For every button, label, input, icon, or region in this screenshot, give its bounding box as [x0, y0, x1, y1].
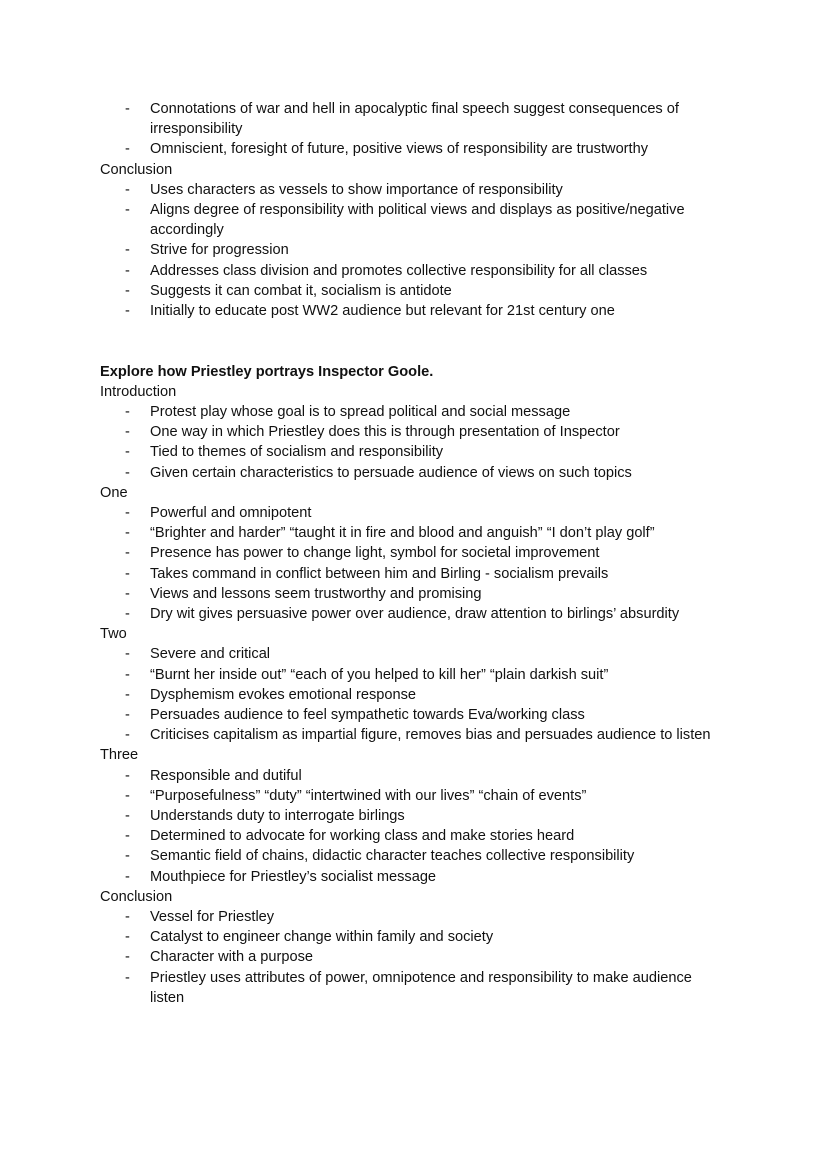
list-item: - “Purposefulness” “duty” “intertwined with our lives” “chain of events” — [125, 787, 587, 804]
bullet-list-block1 — [0, 99, 828, 160]
list-item: - Suggests it can combat it, socialism is antidote — [125, 282, 452, 299]
list-item: - Determined to advocate for working class and make stories heard — [125, 828, 575, 845]
section-label-one: One — [100, 484, 128, 501]
list-item: - Tied to themes of socialism and responsibility — [125, 444, 444, 461]
list-item: - Presence has power to change light, symbol for societal improvement — [125, 545, 600, 562]
list-item: - Criticises capitalism as impartial figure, removes bias and persuades audience to listen — [125, 727, 711, 744]
list-item: - Omniscient, foresight of future, positive views of responsibility are trustworthy — [0, 139, 828, 159]
list-item: - Strive for progression — [125, 242, 289, 259]
list-item: - Protest play whose goal is to spread political and social message — [125, 403, 571, 420]
bullet-list-conclusion — [0, 180, 828, 321]
section-label-introduction: Introduction — [100, 383, 177, 400]
list-item: - Dysphemism evokes emotional response — [125, 686, 417, 703]
section-label-conclusion: Conclusion — [100, 161, 173, 178]
list-item: - Aligns degree of responsibility with political views and displays as positive/negative accordingly — [125, 202, 685, 239]
list-item: - Catalyst to engineer change within family and society — [125, 929, 494, 946]
section-label-three: Three — [100, 747, 139, 764]
list-item: - Understands duty to interrogate birlings — [125, 808, 405, 824]
list-item: - Takes command in conflict between him and Birling - socialism prevails — [125, 565, 609, 582]
list-item: - Priestley uses attributes of power, omnipotence and responsibility to make audience listen — [125, 969, 692, 1006]
list-item: - Powerful and omnipotent — [125, 504, 312, 521]
list-item: - Given certain characteristics to persuade audience of views on such topics — [125, 464, 632, 481]
dash-marker: - — [125, 101, 130, 117]
list-item: - Character with a purpose — [125, 949, 314, 966]
essay-title: Explore how Priestley portrays Inspector Goole. — [100, 363, 434, 380]
list-item: - Persuades audience to feel sympathetic towards Eva/working class — [125, 707, 585, 723]
section-label-two: Two — [100, 626, 127, 643]
list-item: - Vessel for Priestley — [125, 909, 275, 925]
bullet-list-two — [0, 644, 828, 745]
spacer — [0, 321, 828, 361]
list-item: - “Brighter and harder” “taught it in fire and blood and anguish” “I don’t play golf” — [125, 525, 655, 542]
bullet-list-conclusion — [0, 907, 828, 1008]
list-item: - “Burnt her inside out” “each of you helped to kill her” “plain darkish suit” — [125, 666, 609, 683]
bullet-list-three — [0, 766, 828, 887]
list-item: - Views and lessons seem trustworthy and promising — [125, 585, 482, 602]
section-label-conclusion: Conclusion — [100, 888, 173, 905]
bullet-list-one — [0, 503, 828, 624]
bullet-list-introduction — [0, 402, 828, 483]
list-item: - Uses characters as vessels to show importance of responsibility — [125, 181, 563, 198]
list-item: - One way in which Priestley does this is through presentation of Inspector — [125, 424, 620, 441]
list-item: - Responsible and dutiful — [125, 767, 302, 784]
list-item: - Semantic field of chains, didactic character teaches collective responsibility — [125, 848, 635, 865]
list-item: - Initially to educate post WW2 audience but relevant for 21st century one — [125, 303, 615, 320]
list-item: - Addresses class division and promotes collective responsibility for all classes — [125, 262, 648, 279]
list-item: - Severe and critical — [125, 646, 271, 663]
list-item: - Connotations of war and hell in apocalyptic final speech suggest consequences of irresponsibility — [125, 101, 679, 138]
dash-marker: - — [125, 141, 130, 158]
list-item: - Mouthpiece for Priestley’s socialist message — [125, 868, 437, 885]
list-item: - Dry wit gives persuasive power over audience, draw attention to birlings’ absurdity — [125, 606, 680, 622]
